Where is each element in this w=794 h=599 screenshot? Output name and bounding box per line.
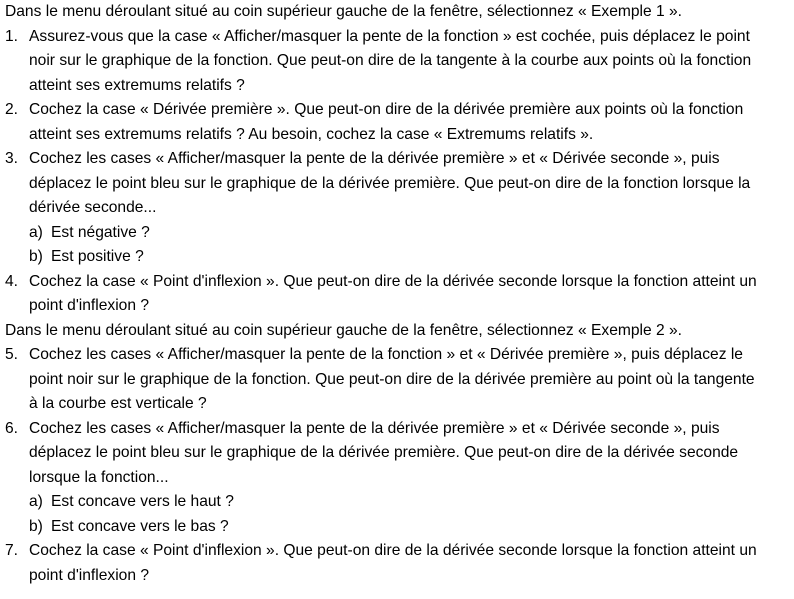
question-line: Cochez les cases « Afficher/masquer la pente de la fonction » et « Dérivée première », puis déplacez le (29, 346, 743, 363)
question-6 (0, 417, 794, 491)
question-line: noir sur le graphique de la fonction. Que peut-on dire de la tangente à la courbe aux points où la fonction (29, 52, 752, 69)
question-number: 7. (5, 542, 19, 559)
question-line: Assurez-vous que la case « Afficher/masquer la pente de la fonction » est cochée, puis déplacez le point (29, 27, 750, 45)
question-line: déplacez le point bleu sur le graphique de la dérivée première. Que peut-on dire de la fonction lorsque la (29, 174, 751, 192)
question-line: dérivée seconde... (29, 199, 157, 216)
question-line: point d'inflexion ? (29, 566, 150, 584)
question-line: point noir sur le graphique de la fonction. Que peut-on dire de la dérivée première au point où la tangente (29, 370, 755, 388)
question-line: à la courbe est verticale ? (29, 395, 207, 412)
sub-question-letter: b) (29, 248, 43, 265)
sub-question-3a (0, 221, 794, 246)
question-line: Cochez la case « Dérivée première ». Que peut-on dire de la dérivée première aux points où la fonction (29, 101, 744, 118)
sub-question-text: Est positive ? (51, 248, 144, 265)
question-number: 5. (5, 346, 19, 363)
question-5 (0, 343, 794, 417)
question-number: 6. (5, 419, 19, 437)
question-line: atteint ses extremums relatifs ? Au besoin, cochez la case « Extremums relatifs ». (29, 125, 594, 143)
sub-question-text: Est concave vers le bas ? (51, 517, 229, 535)
question-line: déplacez le point bleu sur le graphique de la dérivée première. Que peut-on dire de la dérivée seconde (29, 444, 739, 461)
sub-question-letter: b) (29, 517, 43, 535)
sub-question-letter: a) (29, 223, 43, 241)
question-line: lorsque la fonction... (29, 468, 169, 486)
intro-example-1: Dans le menu déroulant situé au coin supérieur gauche de la fenêtre, sélectionnez « Exemple 1 ». (5, 3, 683, 20)
sub-question-text: Est concave vers le haut ? (51, 493, 234, 510)
question-number: 2. (5, 101, 19, 118)
sub-question-3b (0, 245, 794, 270)
question-2 (0, 98, 794, 147)
question-number: 4. (5, 272, 19, 290)
question-number: 3. (5, 150, 19, 167)
question-line: Cochez les cases « Afficher/masquer la pente de la dérivée première » et « Dérivée seconde », puis (29, 150, 720, 167)
question-number: 1. (5, 27, 19, 45)
sub-question-text: Est négative ? (51, 223, 150, 241)
question-3 (0, 147, 794, 221)
question-line: atteint ses extremums relatifs ? (29, 76, 245, 94)
question-1 (0, 25, 794, 99)
sub-question-letter: a) (29, 493, 43, 510)
question-line: Cochez la case « Point d'inflexion ». Que peut-on dire de la dérivée seconde lorsque la fonction atteint un (29, 272, 757, 290)
question-line: Cochez les cases « Afficher/masquer la pente de la dérivée première » et « Dérivée seconde », puis (29, 419, 720, 437)
question-line: point d'inflexion ? (29, 297, 150, 314)
sub-question-6b (0, 515, 794, 540)
question-7 (0, 539, 794, 588)
intro-example-2: Dans le menu déroulant situé au coin supérieur gauche de la fenêtre, sélectionnez « Exemple 2 ». (5, 321, 683, 339)
question-line: Cochez la case « Point d'inflexion ». Que peut-on dire de la dérivée seconde lorsque la fonction atteint un (29, 542, 757, 559)
sub-question-6a (0, 490, 794, 515)
question-4 (0, 270, 794, 319)
